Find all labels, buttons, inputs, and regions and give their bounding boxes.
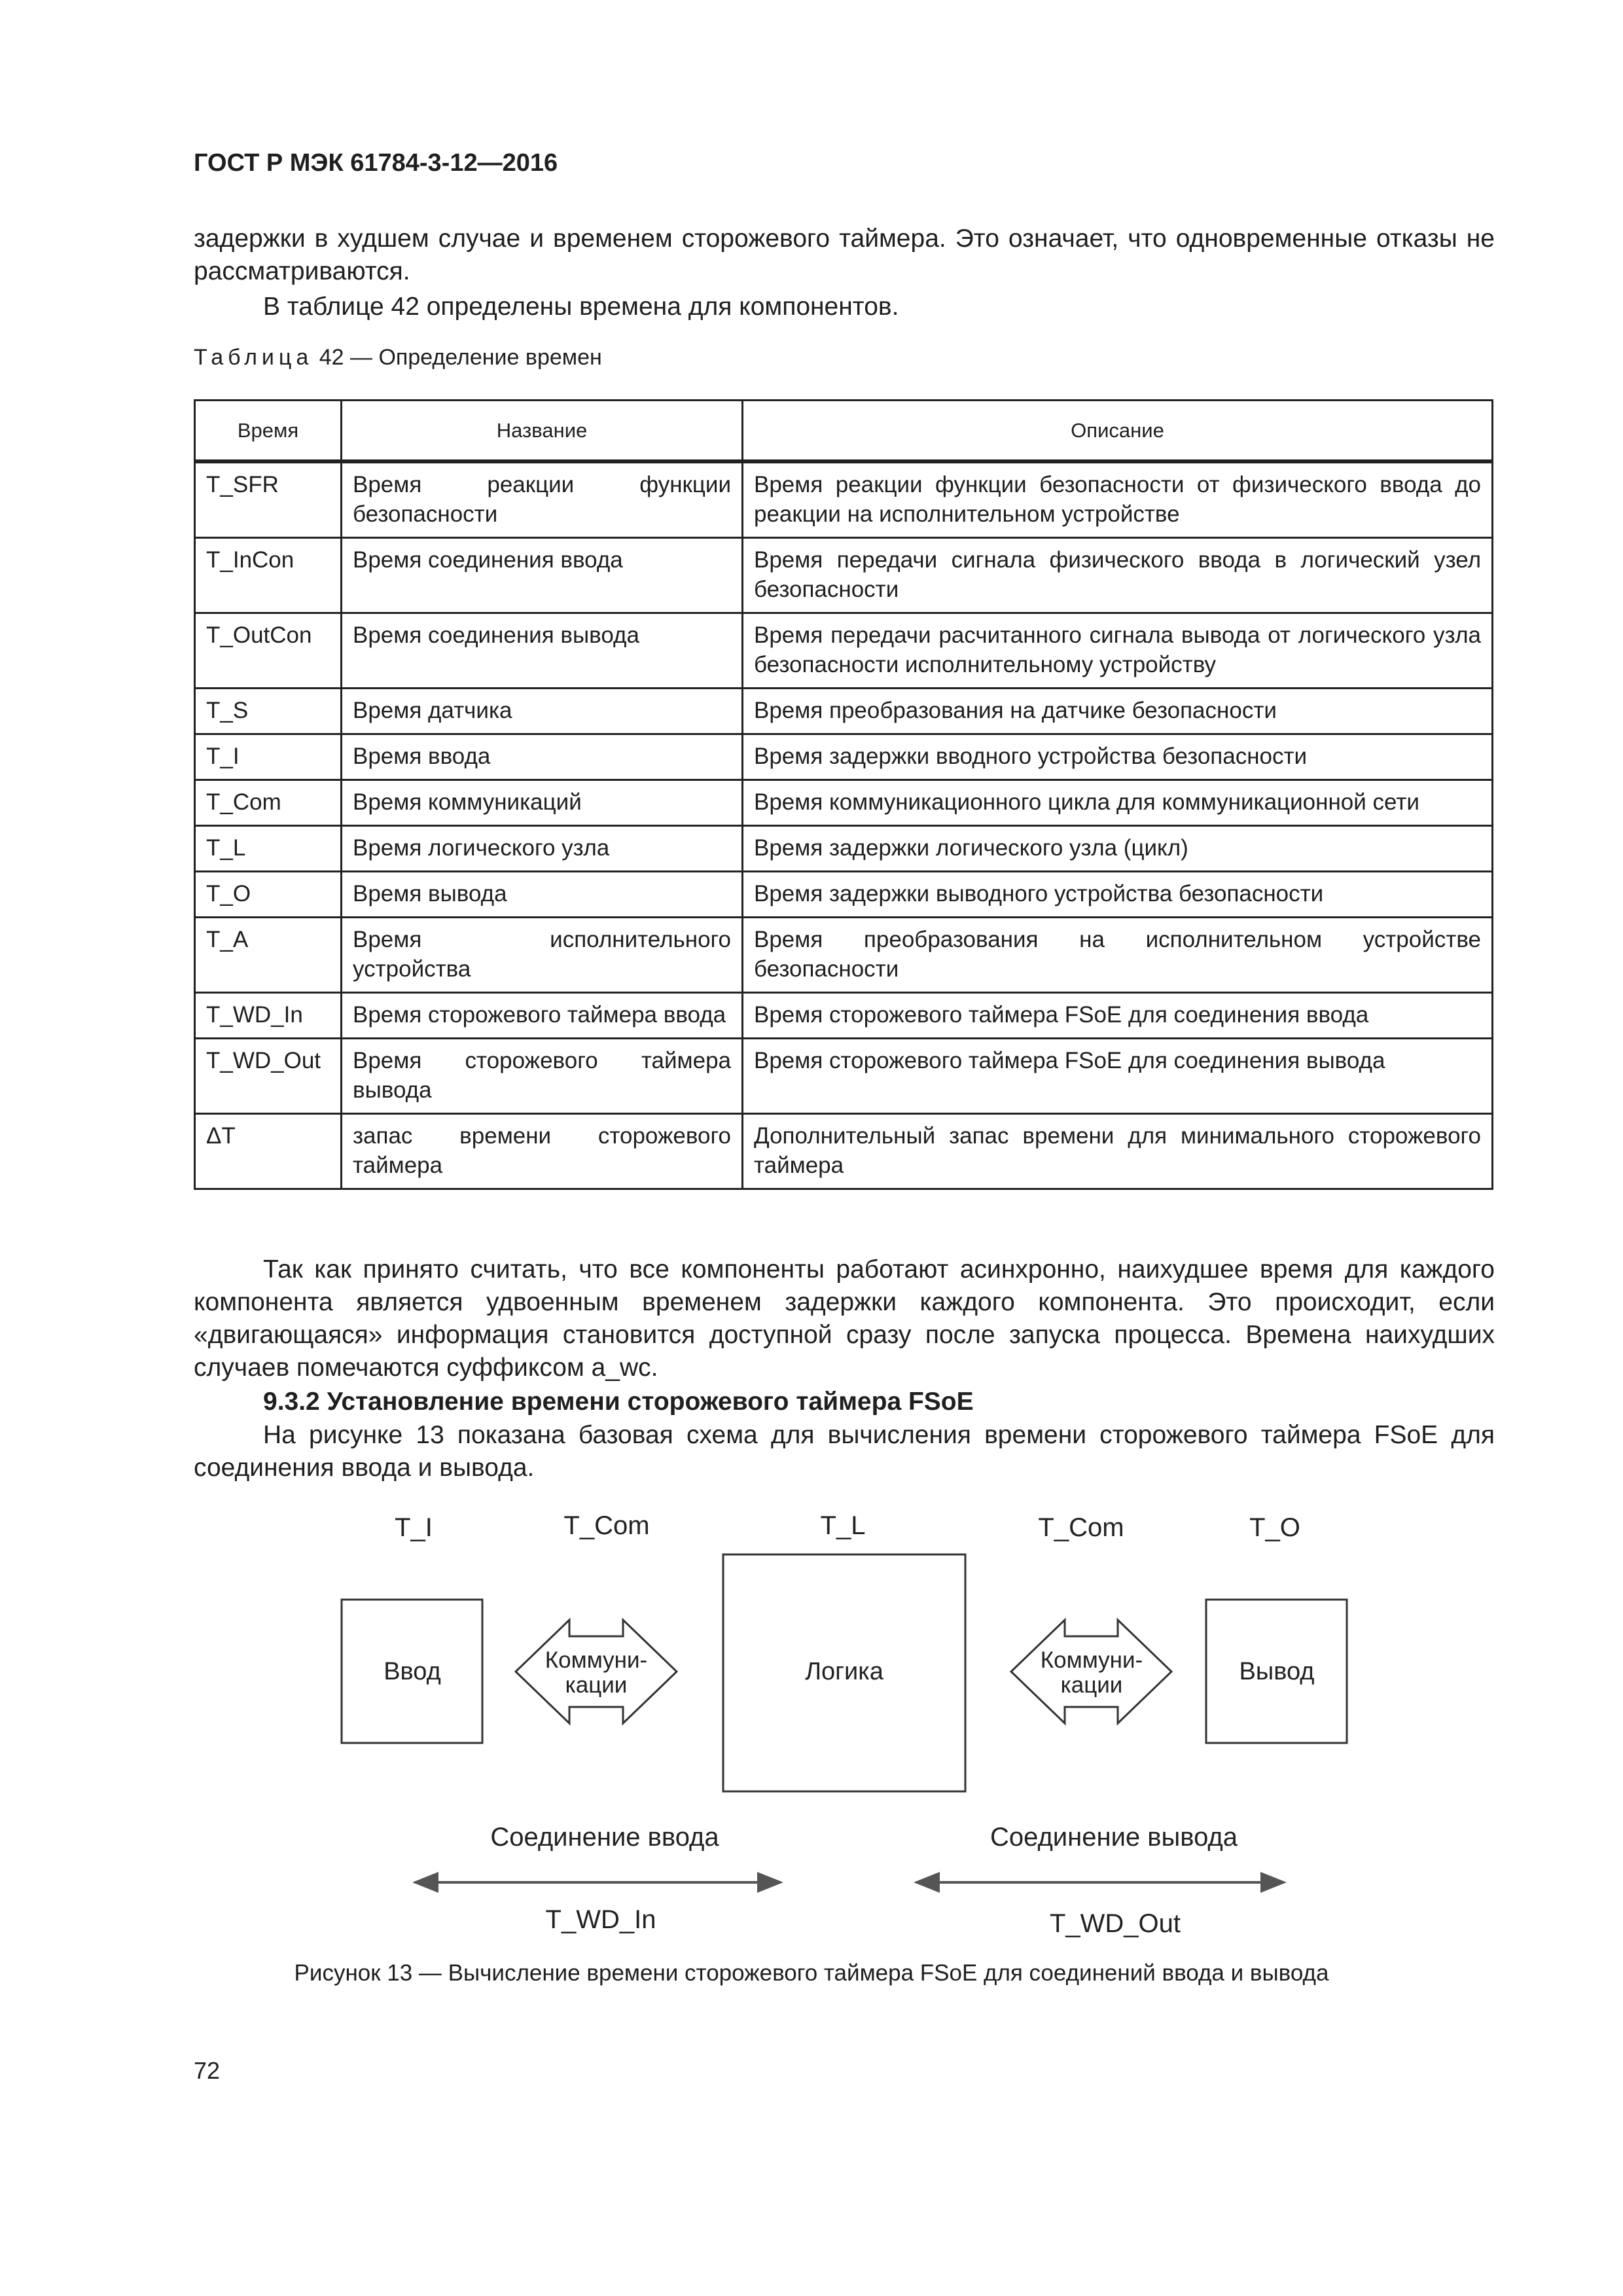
cell-name: Время сторожевого таймера ввода (342, 993, 743, 1039)
cell-name: Время сторожевого таймера вывода (342, 1039, 743, 1114)
table-row (195, 538, 1493, 613)
label-t-wd-out: T_WD_Out (1049, 1909, 1181, 1938)
header-time: Время (195, 401, 342, 462)
cell-name: Время логического узла (342, 826, 743, 872)
logic-box-label: Логика (805, 1658, 883, 1685)
table-row (195, 1114, 1493, 1189)
cell-description: Время задержки выводного устройства безопасности (743, 872, 1493, 918)
communication-label-output-line2: кации (1060, 1672, 1123, 1698)
header-description: Описание (743, 401, 1493, 462)
table-caption-title: 42 — Определение времен (313, 345, 602, 370)
table-row (195, 993, 1493, 1039)
cell-name: Время коммуникаций (342, 780, 743, 826)
cell-name: Время датчика (342, 689, 743, 734)
cell-time: T_Com (195, 780, 342, 826)
table-row (195, 918, 1493, 993)
cell-name: Время реакции функции безопасности (342, 461, 743, 538)
page-number: 72 (194, 2057, 221, 2084)
table-caption (194, 345, 602, 370)
cell-description: Время преобразования на датчике безопасности (743, 689, 1493, 734)
cell-time: T_I (195, 734, 342, 780)
label-t-com-output: T_Com (1038, 1513, 1124, 1542)
communication-label-input-line2: кации (565, 1672, 628, 1698)
table-row (195, 826, 1493, 872)
label-t-o: T_O (1249, 1513, 1300, 1542)
watchdog-timing-diagram (0, 1499, 1623, 1970)
output-box-label: Вывод (1239, 1658, 1315, 1685)
document-header: ГОСТ Р МЭК 61784-3-12—2016 (194, 149, 558, 177)
paragraph-table-intro: В таблице 42 определены времена для компонентов. (263, 293, 899, 321)
timing-definitions-table (194, 399, 1493, 1190)
table-row (195, 1039, 1493, 1114)
cell-time: T_OutCon (195, 613, 342, 689)
cell-time: T_L (195, 826, 342, 872)
cell-description: Время передачи сигнала физического ввода в логический узел безопасности (743, 538, 1493, 613)
cell-description: Время коммуникационного цикла для коммуникационной сети (743, 780, 1493, 826)
input-connection-label: Соединение ввода (490, 1823, 719, 1852)
paragraph-continuation: задержки в худшем случае и временем сторожевого таймера. Это означает, что одновременные отказы не рассматриваются. (194, 224, 1495, 285)
section-heading: 9.3.2 Установление времени сторожевого таймера FSoE (263, 1388, 974, 1416)
table-row (195, 780, 1493, 826)
cell-name: Время вывода (342, 872, 743, 918)
cell-time: T_A (195, 918, 342, 993)
input-box-label: Ввод (383, 1658, 441, 1685)
cell-name: Время соединения ввода (342, 538, 743, 613)
cell-time: T_SFR (195, 461, 342, 538)
cell-time: T_S (195, 689, 342, 734)
cell-description: Время преобразования на исполнительном устройстве безопасности (743, 918, 1493, 993)
cell-description: Дополнительный запас времени для минимального сторожевого таймера (743, 1114, 1493, 1189)
cell-description: Время сторожевого таймера FSoE для соединения ввода (743, 993, 1493, 1039)
table-row (195, 461, 1493, 538)
cell-name: запас времени сторожевого таймера (342, 1114, 743, 1189)
output-connection-label: Соединение вывода (990, 1823, 1238, 1852)
table-caption-prefix: Таблица (194, 345, 313, 370)
label-t-wd-in: T_WD_In (545, 1905, 656, 1934)
communication-label-input-line1: Коммуни- (544, 1647, 648, 1673)
cell-description: Время задержки вводного устройства безопасности (743, 734, 1493, 780)
paragraph-async: Так как принято считать, что все компоненты работают асинхронно, наихудшее время для каждого компонента является удвоенным временем задержки каждого компонента. Это происходит, если «двигающаяся» информация становится доступной сразу после запуска процесса. Времена наихудших случаев помечаются суффиксом a_wc. (194, 1255, 1495, 1382)
table-row (195, 689, 1493, 734)
cell-time: T_InCon (195, 538, 342, 613)
cell-description: Время сторожевого таймера FSoE для соединения вывода (743, 1039, 1493, 1114)
table-row (195, 734, 1493, 780)
label-t-com-input: T_Com (563, 1511, 650, 1540)
figure-caption: Рисунок 13 — Вычисление времени сторожевого таймера FSoE для соединений ввода и вывода (294, 1960, 1329, 1986)
cell-description: Время задержки логического узла (цикл) (743, 826, 1493, 872)
label-t-l: T_L (820, 1511, 866, 1540)
communication-label-output-line1: Коммуни- (1040, 1647, 1143, 1673)
cell-description: Время реакции функции безопасности от физического ввода до реакции на исполнительном устройстве (743, 461, 1493, 538)
cell-time: T_WD_Out (195, 1039, 342, 1114)
paragraph-figure-intro: На рисунке 13 показана базовая схема для вычисления времени сторожевого таймера FSoE для соединения ввода и вывода. (194, 1421, 1495, 1482)
table-row (195, 872, 1493, 918)
header-name: Название (342, 401, 743, 462)
table-header-row (195, 401, 1493, 462)
cell-description: Время передачи расчитанного сигнала вывода от логического узла безопасности исполнительному устройству (743, 613, 1493, 689)
cell-time: T_O (195, 872, 342, 918)
cell-time: ΔT (195, 1114, 342, 1189)
table-row (195, 613, 1493, 689)
label-t-i: T_I (395, 1513, 433, 1542)
cell-name: Время соединения вывода (342, 613, 743, 689)
cell-name: Время исполнительного устройства (342, 918, 743, 993)
cell-time: T_WD_In (195, 993, 342, 1039)
cell-name: Время ввода (342, 734, 743, 780)
